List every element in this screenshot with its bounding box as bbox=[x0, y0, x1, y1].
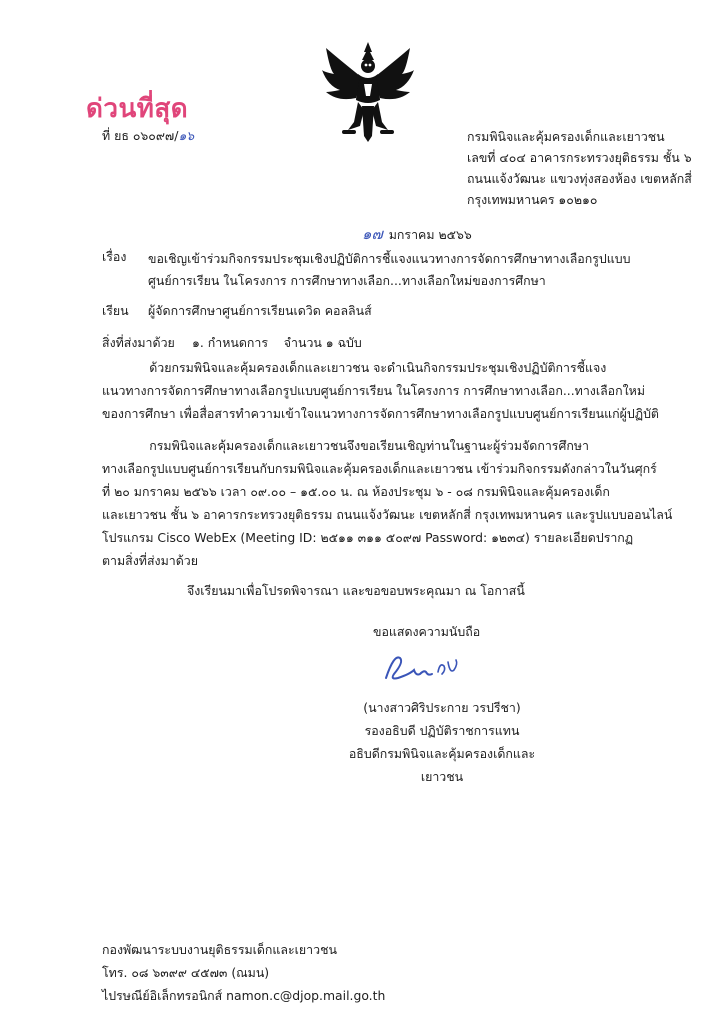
addressee-label: เรียน bbox=[102, 303, 129, 318]
subject-text bbox=[148, 248, 630, 292]
address-line: ถนนแจ้งวัฒนะ แขวงทุ่งสองห้อง เขตหลักสี่ bbox=[467, 171, 692, 186]
paragraph-line: กรมพินิจและคุ้มครองเด็กและเยาวชนจึงขอเรียนเชิญท่านในฐานะผู้ร่วมจัดการศึกษา bbox=[102, 438, 589, 453]
enclosure-text: ๑. กำหนดการ จำนวน ๑ ฉบับ bbox=[192, 335, 362, 350]
signer-position: อธิบดีกรมพินิจและคุ้มครองเด็กและเยาวชน bbox=[348, 746, 536, 784]
closing-sentence: จึงเรียนมาเพื่อโปรดพิจารณา และขอขอบพระคุณมา ณ โอกาสนี้ bbox=[187, 583, 525, 598]
date-handwritten-day: ๑๗ bbox=[362, 225, 383, 243]
footer-phone: โทร. ๐๘ ๖๓๙๙ ๔๕๗๓ (ณมน) bbox=[102, 965, 270, 980]
sender-address bbox=[467, 126, 692, 210]
subject-line: ศูนย์การเรียน ในโครงการ การศึกษาทางเลือก...ทางเลือกใหม่ของการศึกษา bbox=[148, 273, 546, 288]
signer-position: รองอธิบดี ปฏิบัติราชการแทน bbox=[364, 723, 520, 738]
footer-division: กองพัฒนาระบบงานยุติธรรมเด็กและเยาวชน bbox=[102, 942, 337, 957]
signer-name: (นางสาวศิริประกาย วรปรีชา) bbox=[363, 700, 521, 715]
paragraph-line: ทางเลือกรูปแบบศูนย์การเรียนกับกรมพินิจและคุ้มครองเด็กและเยาวชน เข้าร่วมกิจกรรมดังกล่าวในวันศุกร์ bbox=[102, 461, 657, 476]
paragraph-line: แนวทางการจัดการศึกษาทางเลือกรูปแบบศูนย์การเรียน ในโครงการ การศึกษาทางเลือก...ทางเลือกใหม่ bbox=[102, 383, 645, 398]
paragraph-line: ของการศึกษา เพื่อสื่อสารทำความเข้าใจแนวทางการจัดการศึกษาทางเลือกรูปแบบศูนย์การเรียนแก่ผู้ปฏิบัติ bbox=[102, 406, 659, 421]
address-line: เลขที่ ๔๐๔ อาคารกระทรวงยุติธรรม ชั้น ๖ bbox=[467, 150, 692, 165]
footer-email: ไปรษณีย์อิเล็กทรอนิกส์ namon.c@djop.mail.go.th bbox=[102, 988, 386, 1003]
date-month-year: มกราคม ๒๕๖๖ bbox=[388, 227, 472, 242]
paragraph-line: ตามสิ่งที่ส่งมาด้วย bbox=[102, 553, 198, 568]
address-line: กรุงเทพมหานคร ๑๐๒๑๐ bbox=[467, 192, 598, 207]
respect-phrase: ขอแสดงความนับถือ bbox=[373, 624, 481, 639]
paragraph-line: ที่ ๒๐ มกราคม ๒๕๖๖ เวลา ๐๙.๐๐ – ๑๕.๐๐ น. ณ ห้องประชุม ๖ - ๐๘ กรมพินิจและคุ้มครองเด็ก bbox=[102, 484, 610, 499]
document-number-handwritten: ๑๖ bbox=[178, 128, 195, 143]
document-date bbox=[362, 222, 472, 246]
garuda-emblem-icon bbox=[320, 40, 416, 144]
handwritten-signature-icon bbox=[380, 648, 472, 688]
urgency-stamp: ด่วนที่สุด bbox=[86, 94, 189, 124]
subject-label: เรื่อง bbox=[102, 249, 127, 264]
subject-line: ขอเชิญเข้าร่วมกิจกรรมประชุมเชิงปฏิบัติการชี้แจงแนวทางการจัดการศึกษาทางเลือกรูปแบบ bbox=[148, 251, 631, 266]
paragraph-introduction bbox=[102, 356, 680, 425]
footer-contact bbox=[102, 938, 385, 1007]
paragraph-line: โปรแกรม Cisco WebEx (Meeting ID: ๒๕๑๑ ๓๑๑ ๕๐๙๗ Password: ๑๒๓๔) รายละเอียดปรากฏ bbox=[102, 530, 634, 545]
paragraph-invitation bbox=[102, 434, 680, 572]
enclosure-label: สิ่งที่ส่งมาด้วย bbox=[102, 335, 175, 350]
address-line: กรมพินิจและคุ้มครองเด็กและเยาวชน bbox=[467, 129, 665, 144]
signer-block bbox=[336, 696, 548, 788]
document-number-prefix: ที่ ยธ ๐๖๐๙๗/ bbox=[102, 128, 179, 143]
paragraph-line: ด้วยกรมพินิจและคุ้มครองเด็กและเยาวชน จะดำเนินกิจกรรมประชุมเชิงปฏิบัติการชี้แจง bbox=[102, 360, 607, 375]
document-number bbox=[102, 127, 194, 146]
paragraph-line: และเยาวชน ชั้น ๖ อาคารกระทรวงยุติธรรม ถนนแจ้งวัฒนะ เขตหลักสี่ กรุงเทพมหานคร และรูปแบบออนไลน์ bbox=[102, 507, 673, 522]
addressee-text: ผู้จัดการศึกษาศูนย์การเรียนเดวิด คอลลินส์ bbox=[148, 303, 372, 318]
